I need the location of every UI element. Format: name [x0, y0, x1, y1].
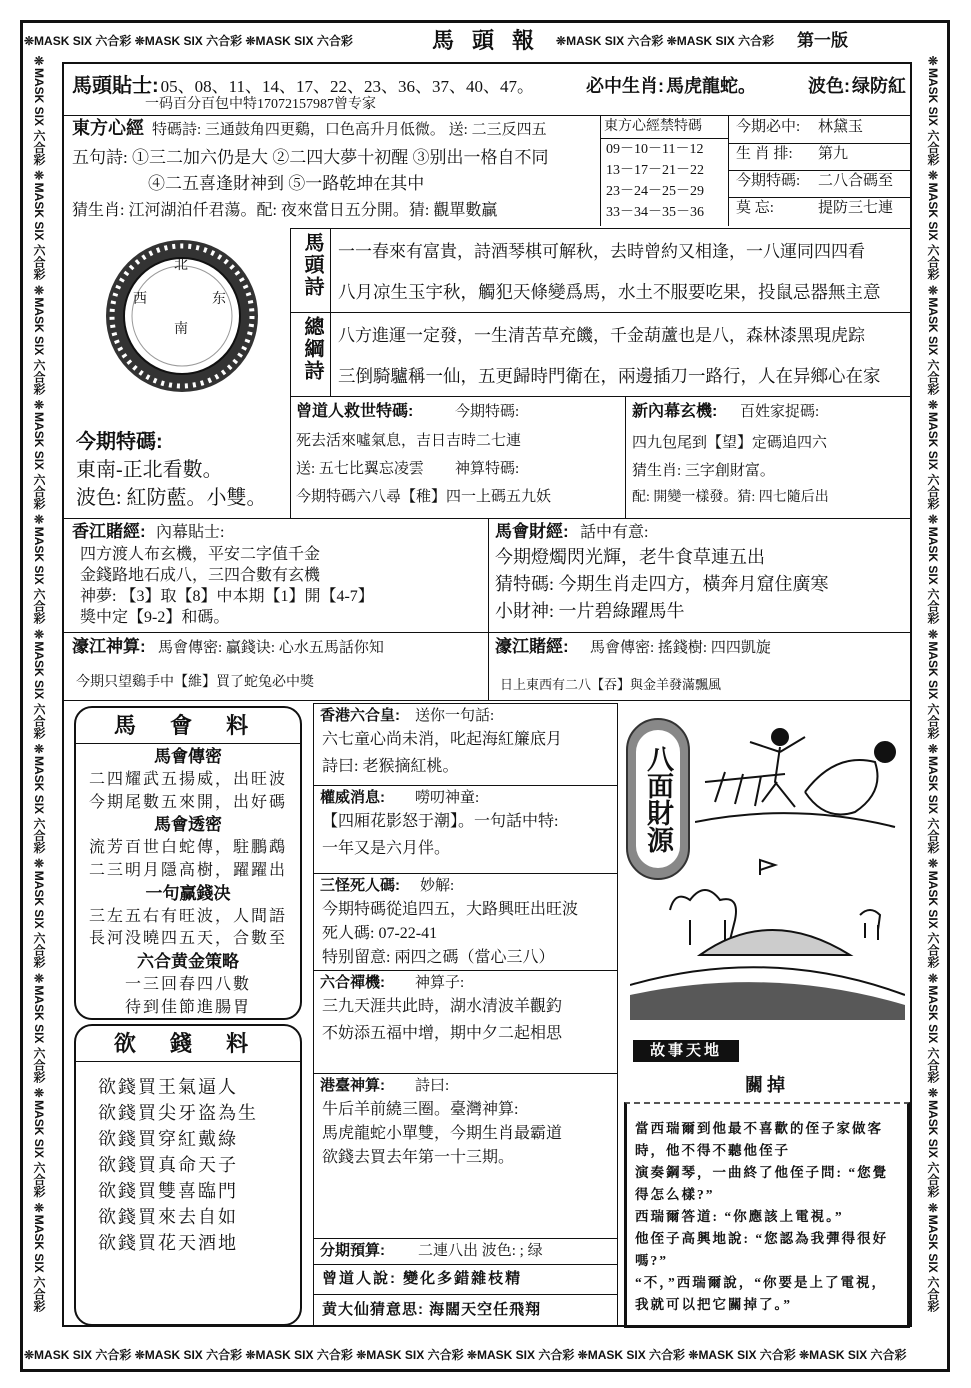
divider — [488, 518, 489, 700]
yuqian-liao-line: 欲錢買王氣逼人 — [98, 1077, 238, 1097]
neimu-line: 四九包尾到【望】定碼追四六 — [632, 435, 828, 451]
xiangjiang-sub: 內幕貼士: — [156, 524, 225, 541]
mid-section-line: 欲錢去買去年第一十三期。 — [322, 1149, 515, 1166]
divider — [313, 1294, 618, 1295]
bottom-border-strip — [24, 1344, 946, 1366]
info-key: 生 肖 排: — [736, 146, 793, 162]
huangdaxian-text: 黄大仙猜意思: 海闊天空任飛翔 — [322, 1301, 542, 1318]
ad-text: 一码百分百包中特17072157987曾专家 — [145, 97, 376, 112]
divider — [728, 143, 910, 144]
zengdao-title: 曾道人救世特碼: — [296, 403, 414, 420]
info-key: 今期特碼: — [736, 173, 801, 189]
divider — [600, 138, 728, 139]
divider — [728, 197, 910, 198]
mid-section-title: 三怪死人碼: — [320, 877, 400, 894]
yuqian-liao-title: 欲 錢 料 — [76, 1026, 300, 1062]
compass-west: 西 — [133, 292, 147, 307]
xiangjiang-line: 四方渡人布玄機，平安二字值千金 — [80, 546, 321, 563]
story-paragraph: “不，”西瑞爾說，“你要是上了電視，我就可以把它關掉了。” — [635, 1275, 887, 1312]
mahui-liao-line: 流芳百世白蛇傳，駐鵬鵡 — [88, 839, 287, 857]
dongfang-line: 五句詩: ①三二加六仍是大 ②二四大夢十初醒 ③别出一格自不同 — [72, 148, 549, 167]
mahui-liao-line: 一三回春四八數 — [124, 975, 251, 993]
neimu-line: 猜生肖: 三字創財富。 — [632, 463, 775, 479]
compass-east: 东 — [212, 292, 226, 307]
haojiang-du-sub: 馬會傳密: 搖錢樹: 四四凱旋 — [590, 640, 771, 656]
yuqian-liao-line: 欲錢買花天酒地 — [98, 1233, 238, 1253]
neimu-sub: 百姓家捉碼: — [740, 404, 820, 420]
xiangjiang-title: 香江賭經: — [72, 522, 146, 541]
poem-line: 八月凉生玉宇秋，觸犯天條變爲馬，水土不服要吃果，投鼠忌器無主意 — [338, 282, 881, 302]
code-row: 13－17－21－22 — [606, 163, 704, 178]
yuqian-liao-box — [74, 1024, 302, 1326]
compass-south: 南 — [174, 322, 188, 337]
top-tips-row — [72, 74, 906, 98]
mid-section-sub: 二連八出 波色: ; 绿 — [418, 1243, 543, 1259]
neimu-line: 配: 開變一樣發。猜: 四七隨后出 — [632, 490, 829, 505]
dongfang-line: 特碼詩: 三通鼓角四更鷄，口色高升月低微。 送: 二三反四五 — [152, 122, 547, 138]
poem-line: 一一春來有富貴，詩酒琴棋可解秋，去時曾約又相逢，一八運同四四看 — [338, 242, 865, 261]
info-key: 莫 忘: — [736, 200, 774, 216]
haojiang-shen-sub: 馬會傳密: 贏錢诀: 心水五馬話你知 — [158, 640, 384, 656]
masthead-logo: 馬頭報 — [432, 28, 553, 53]
yuqian-liao-line: 欲錢買穿紅戴綠 — [98, 1129, 238, 1149]
info-key: 今期必中: — [736, 119, 801, 135]
color-value: 绿防紅 — [851, 76, 906, 96]
mahui-liao-heading: 馬會傳密 — [154, 747, 222, 766]
haojiang-du-line: 日上東西有二八【吞】與金羊發滿飄風 — [500, 677, 722, 692]
divider — [625, 396, 626, 518]
top-tips-label: 馬頭貼士: — [72, 75, 159, 97]
bamian-text: 八面財源 — [636, 730, 680, 868]
divider — [62, 700, 912, 701]
mahui-liao-title: 馬 會 料 — [76, 708, 300, 744]
mahui-liao-line: 長河没曉四五天，合數至 — [88, 930, 287, 948]
border-text: ❊MASK SIX 六合彩 ❊MASK SIX 六合彩 ❊MASK SIX 六合彩 — [24, 34, 353, 48]
mahui-liao-box — [74, 706, 302, 1020]
story-paragraph: 西瑞爾答道: “你應該上電視。” — [635, 1209, 844, 1224]
info-value: 第九 — [818, 146, 849, 162]
code-row: 23－24－25－29 — [606, 184, 704, 199]
dongfang-line: ④二五喜逢財神到 ⑤一路乾坤在其中 — [148, 174, 425, 193]
mid-section-sub: 神算子: — [415, 975, 465, 991]
mid-section-line: 死人碼: 07-22-41 — [322, 925, 438, 942]
mid-section-line: 一年又是六月伴。 — [322, 840, 451, 857]
border-segment — [24, 30, 428, 52]
divider — [290, 396, 912, 397]
top-tips-group — [72, 74, 534, 98]
mahui-cai-line: 猜特碼: 今期生肖走四方，橫奔月窟住廣寒 — [495, 574, 829, 594]
yuqian-liao-line: 欲錢買來去自如 — [98, 1207, 238, 1227]
story-label: 故事天地 — [633, 1040, 739, 1062]
color-label: 波色: — [807, 76, 850, 96]
compass-north: 北 — [174, 258, 188, 273]
mid-section-title: 香港六合皇: — [320, 707, 400, 724]
mahui-liao-line: 待到佳節進腸胃 — [124, 998, 251, 1016]
mahui-liao-list — [76, 744, 300, 1020]
yuqian-liao-line: 欲錢買雙喜臨門 — [98, 1181, 238, 1201]
mid-section-sub: 嘮叨神童: — [415, 790, 480, 806]
code-row: 33－34－35－36 — [606, 205, 704, 220]
right-border-strip — [922, 54, 944, 1344]
border-text: ❊MASK SIX 六合彩 ❊MASK SIX 六合彩 ❊MASK SIX 六合彩 ❊MASK SIX 六合彩 ❊MASK SIX 六合彩 ❊MASK SIX 六合彩 ❊MASK SIX 六合彩 ❊MASK SIX 六合彩 ❊MASK SIX 六合彩 ❊MASK SIX 六合彩 ❊MASK SIX 六合彩 — [926, 54, 940, 1313]
matou-poem-label: 馬頭詩 — [301, 232, 323, 298]
illustration-man-icon — [695, 722, 905, 842]
info-value: 提防三七連 — [818, 200, 894, 216]
mid-section-line: 六七童心尚未消，叱起海紅簾底月 — [322, 731, 563, 748]
zengdao-line: 死去活來噓氣息，吉日吉時二七連 — [296, 433, 522, 449]
story-paragraph: 演奏鋼琴，一曲終了他侄子問: “您覺得怎么樣?” — [635, 1165, 889, 1202]
zengdao-line: 今期特碼六八尋【稚】四一上碼五九妖 — [296, 489, 552, 505]
border-segment — [854, 30, 946, 52]
xiangjiang-line: 金錢路地石成八，三四合數有玄機 — [80, 567, 321, 584]
yuqian-liao-line: 欲錢買尖牙盗為生 — [98, 1103, 258, 1123]
mid-section-sub: 詩曰: — [415, 1078, 450, 1094]
divider — [62, 632, 912, 633]
mid-section-line: 詩曰: 老猴摘紅桃。 — [322, 758, 459, 775]
xiangjiang-line: 神夢: 【3】取【8】中本期【1】開【4-7】 — [80, 588, 374, 605]
mahui-liao-line: 三左五右有旺波，人間語 — [88, 907, 287, 925]
neimu-title: 新內幕玄機: — [632, 403, 718, 420]
illustration-camel-icon — [630, 855, 905, 1020]
mahui-cai-line: 小財神: 一片碧綠躍馬牛 — [495, 601, 685, 621]
code-row: 09－10－11－12 — [606, 142, 704, 157]
info-value: 林黛玉 — [818, 119, 864, 135]
mid-section-sub: 妙解: — [420, 878, 455, 894]
mahui-liao-heading: 馬會透密 — [154, 815, 222, 835]
haojiang-du-title: 濠江賭經: — [495, 637, 569, 656]
mahui-cai-sub: 話中有意: — [580, 524, 649, 541]
mid-section-title: 六合禪機: — [320, 974, 385, 991]
divider — [728, 170, 910, 171]
jinqi-title: 今期特碼: — [76, 431, 163, 453]
zengdao-say: 曾道人說: 變化多錯雜枝精 — [322, 1270, 523, 1287]
top-border-strip — [24, 30, 946, 52]
mahui-liao-line: 二四耀武五揚威，出旺波 — [88, 770, 287, 788]
mahui-liao-heading: 一句赢錢决 — [145, 883, 231, 903]
story-title: 關掉 — [745, 1075, 789, 1095]
zodiac-group — [586, 76, 756, 98]
border-segment — [556, 30, 791, 52]
story-text — [624, 1102, 910, 1328]
left-border-strip — [28, 54, 50, 1344]
mid-section-line: 牛后羊前繞三圈。臺灣神算: — [322, 1101, 519, 1118]
mid-section-sub: 送你一句話: — [415, 708, 495, 724]
zodiac-value: 馬虎龍蛇。 — [666, 76, 757, 96]
zengdao-line: 送: 五七比翼忘凌雲 — [296, 461, 424, 477]
divider — [290, 312, 912, 313]
mahui-cai-title: 馬會財經: — [495, 522, 569, 541]
mid-section-line: 不妨添五福中增，期中夕二起相思 — [322, 1025, 563, 1042]
story-paragraph: 他侄子高興地說: “您認為我彈得很好嗎?” — [635, 1231, 889, 1268]
mid-section-line: 三九天涯共此時，湖水清波羊觀釣 — [322, 998, 563, 1015]
mid-section-title: 分期預算: — [320, 1242, 385, 1259]
haojiang-shen-title: 濠江神算: — [72, 637, 146, 656]
poem-line: 三倒騎驢稱一仙，五更歸時門衛在，兩邊插刀一路行，人在异鄉心在家 — [338, 366, 881, 386]
poem-line: 八方進運一定發，一生清苦草充饑，千金葫蘆也是八，森林漆黑現虎踪 — [338, 326, 865, 345]
table-title: 東方心經禁特碼 — [604, 119, 702, 134]
border-text: ❊MASK SIX 六合彩 ❊MASK SIX 六合彩 ❊MASK SIX 六合彩 ❊MASK SIX 六合彩 ❊MASK SIX 六合彩 ❊MASK SIX 六合彩 ❊MASK SIX 六合彩 ❊MASK SIX 六合彩 ❊MASK SIX 六合彩 ❊MASK SIX 六合彩 ❊MASK SIX 六合彩 — [32, 54, 46, 1313]
top-numbers: 05、08、11、14、17、22、23、36、37、40、47。 — [160, 77, 535, 96]
edition-label: 第一版 — [797, 31, 848, 50]
story-paragraph: 當西瑞爾到他最不喜歡的侄子家做客時，他不得不聽他侄子 — [635, 1121, 883, 1158]
border-text: ❊MASK SIX 六合彩 ❊MASK SIX 六合彩 — [556, 34, 775, 48]
mid-section-line: 馬虎龍蛇小單雙，今期生肖最霸道 — [322, 1125, 563, 1142]
divider — [62, 518, 912, 519]
yuqian-liao-list — [76, 1062, 300, 1256]
yuqian-liao-line: 欲錢買真命天子 — [98, 1155, 238, 1175]
zengdao-sub: 神算特碼: — [455, 461, 520, 477]
mid-section-line: 今期特碼從追四五，大路興旺出旺波 — [322, 901, 579, 918]
border-text: ❊MASK SIX 六合彩 ❊MASK SIX 六合彩 ❊MASK SIX 六合彩 ❊MASK SIX 六合彩 ❊MASK SIX 六合彩 ❊MASK SIX 六合彩 ❊MASK SIX 六合彩 ❊MASK SIX 六合彩 — [24, 1348, 907, 1362]
mid-section-line: 特别留意: 兩四之碼（當心三八） — [322, 949, 555, 966]
mahui-cai-line: 今期燈燭閃光輝，老牛食草連五出 — [495, 547, 765, 567]
color-group — [808, 76, 906, 98]
mahui-liao-line: 今期尾數五來開，出好碼 — [88, 793, 287, 811]
zengdao-sub: 今期特碼: — [455, 404, 520, 420]
zonggang-poem-label: 總綱詩 — [301, 316, 323, 382]
xiangjiang-line: 獎中定【9-2】和碼。 — [80, 609, 230, 626]
zodiac-label: 必中生肖: — [586, 76, 665, 96]
mahui-liao-line: 二三明月隱高樹，躍躍出 — [88, 861, 287, 879]
mid-section-line: 【四厢花影怒于潮】。一句話中特: — [322, 813, 559, 830]
dongfang-title: 東方心經 — [72, 118, 144, 138]
mid-section-title: 港臺神算: — [320, 1077, 385, 1094]
haojiang-shen-line: 今期只望鷄手中【維】買了蛇兔必中獎 — [76, 675, 314, 690]
jinqi-line: 波色: 紅防藍。小雙。 — [76, 487, 267, 509]
mid-section-title: 權威消息: — [320, 789, 385, 806]
dongfang-line: 猜生肖: 江河湖泊仟君蕩。配: 夜來當日五分開。猜: 觀單數贏 — [72, 202, 498, 219]
mahui-liao-heading: 六合黄金策略 — [137, 952, 239, 972]
info-value: 二八合碼至 — [818, 173, 894, 189]
jinqi-line: 東南-正北看數。 — [76, 459, 223, 481]
